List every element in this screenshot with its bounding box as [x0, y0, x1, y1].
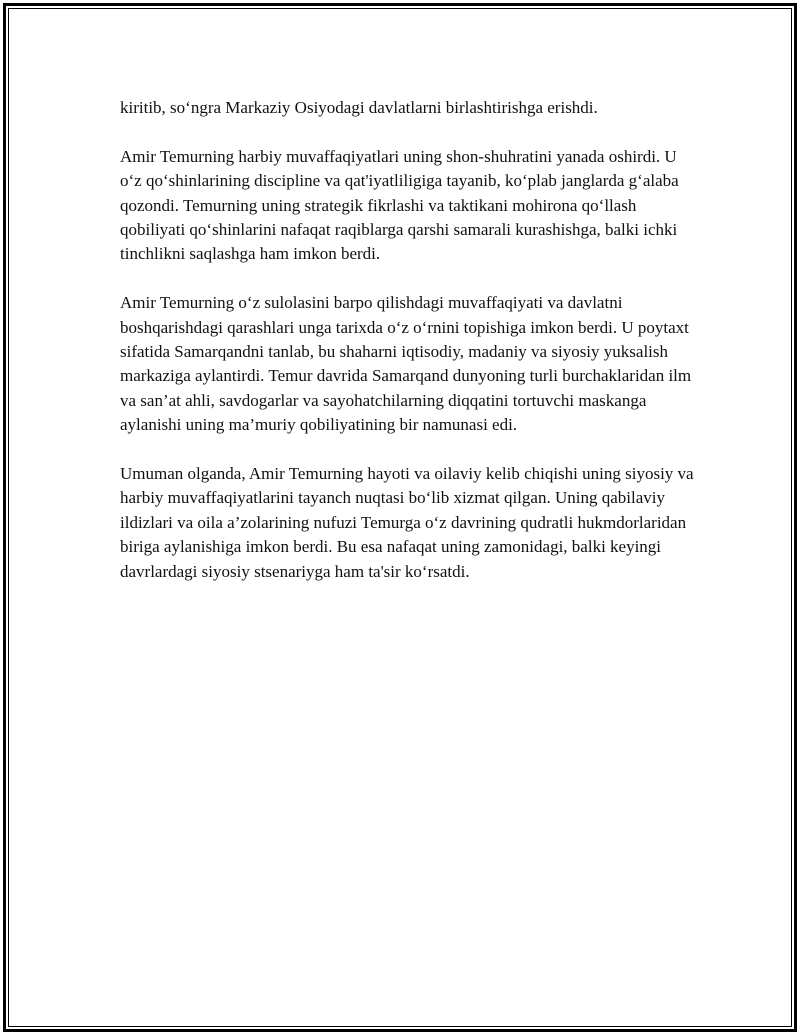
paragraph-4: Umuman olganda, Amir Temurning hayoti va oilaviy kelib chiqishi uning siyosiy va harbiy muvaffaqiyatlarini tayanch nuqtasi bo‘lib xizmat qilgan. Uning qabilaviy ildizlari va oila a’zolarining nufuzi Temurga o‘z davrining qudratli hukmdorlaridan biriga aylanishiga imkon berdi. Bu esa nafaqat uning zamonidagi, balki keyingi davrlardagi siyosiy stsenariyga ham ta'sir ko‘rsatdi.: [120, 464, 694, 581]
document-body: [120, 96, 695, 608]
page-border: [3, 3, 797, 1032]
paragraph-3: Amir Temurning o‘z sulolasini barpo qilishdagi muvaffaqiyati va davlatni boshqarishdagi qarashlari unga tarixda o‘z o‘rnini topishiga imkon berdi. U poytaxt sifatida Samarqandni tanlab, bu shaharni iqtisodiy, madaniy va siyosiy yuksalish markaziga aylantirdi. Temur davrida Samarqand dunyoning turli burchaklaridan ilm va san’at ahli, savdogarlar va sayohatchilarning diqqatini tortuvchi maskanga aylanishi uning ma’muriy qobiliyatining bir namunasi edi.: [120, 293, 692, 435]
paragraph-2: Amir Temurning harbiy muvaffaqiyatlari uning shon-shuhratini yanada oshirdi. U o‘z qo‘shinlarining discipline va qat'iyatliligiga tayanib, ko‘plab janglarda g‘alaba qozondi. Temurning uning strategik fikrlashi va taktikani mohirona qo‘llash qobiliyati qo‘shinlarini nafaqat raqiblarga qarshi samarali kurashishga, balki ichki tinchlikni saqlashga ham imkon berdi.: [120, 146, 679, 264]
paragraph-1: kiritib, so‘ngra Markaziy Osiyodagi davlatlarni birlashtirishga erishdi.: [120, 98, 598, 117]
